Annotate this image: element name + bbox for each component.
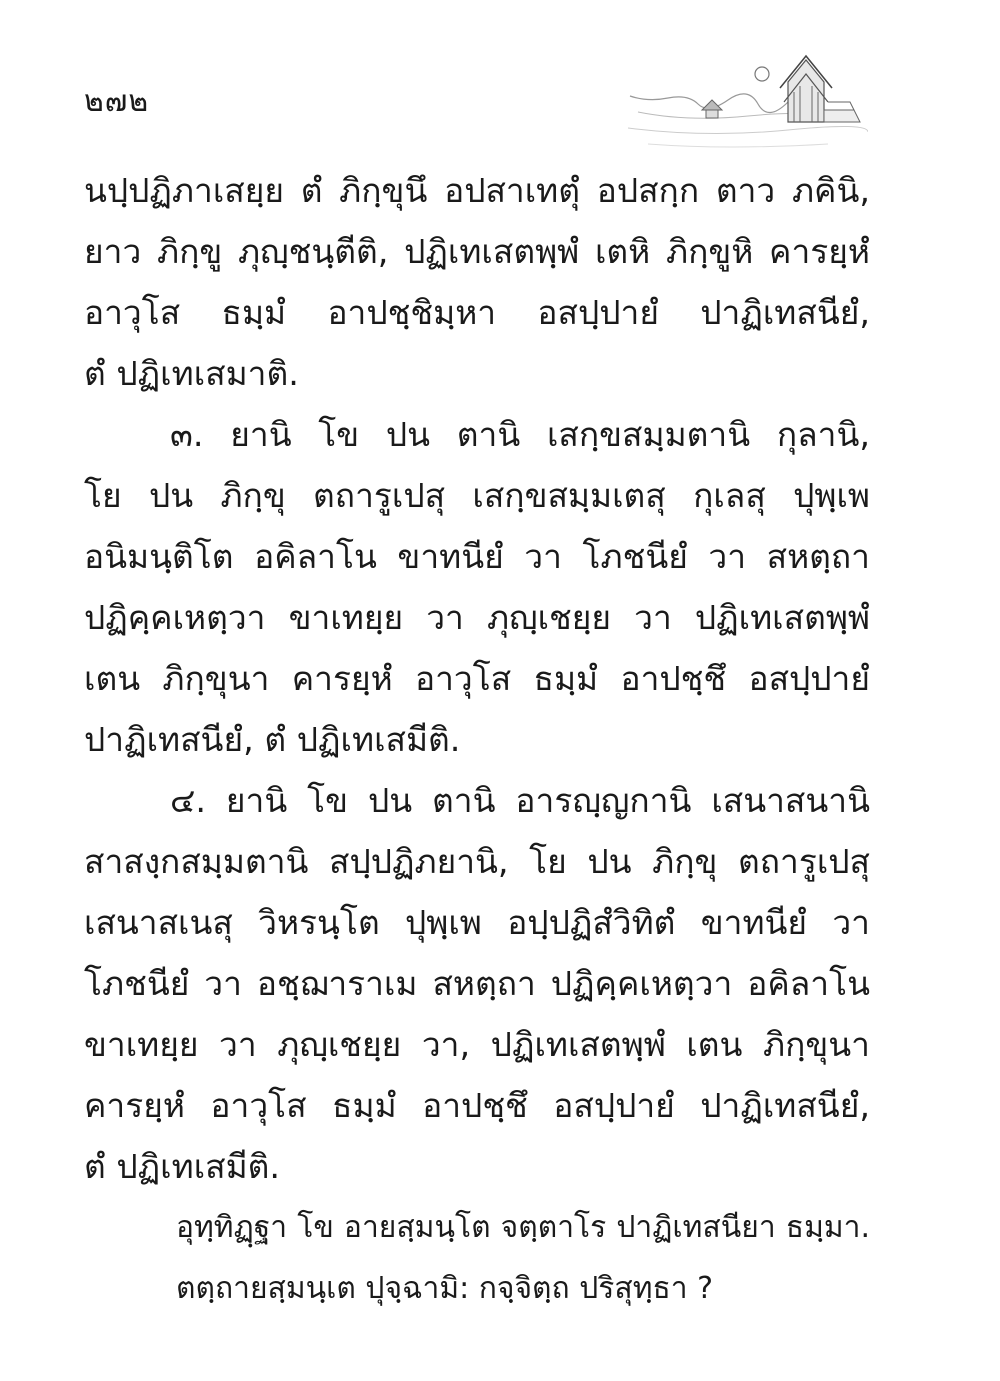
text-line: ๓. ยานิ โข ปน ตานิ เสกฺขสมฺมตานิ กุลานิ,: [170, 415, 870, 454]
text-line: สาสงฺกสมฺมตานิ สปฺปฏิภยานิ, โย ปน ภิกฺขุ ตถารูเปสุ: [84, 842, 870, 881]
text-line: เตน ภิกฺขุนา คารยฺหํ อาวุโส ธมฺมํ อาปชฺชึ อสปฺปายํ: [84, 659, 870, 698]
text-line: อุทฺทิฏฺฐา โข อายสฺมนฺโต จตฺตาโร ปาฏิเทสนียา ธมฺมา.: [176, 1210, 870, 1245]
body-text: [84, 160, 870, 1319]
text-line: ตํ ปฏิเทเสมีติ.: [84, 1147, 281, 1186]
text-line: ยาว ภิกฺขู ภุญฺชนฺตีติ, ปฏิเทเสตพฺพํ เตหิ ภิกฺขูหิ คารยฺหํ: [84, 232, 870, 271]
page-number: ๒๗๒: [84, 84, 150, 119]
text-line: ปฏิคฺคเหตฺวา ขาเทยฺย วา ภุญฺเชยฺย วา ปฏิเทเสตพฺพํ: [84, 598, 870, 637]
text-line: โภชนียํ วา อชฺฌาราเม สหตฺถา ปฏิคฺคเหตฺวา อคิลาโน: [84, 964, 870, 1003]
text-line: คารยฺหํ อาวุโส ธมฺมํ อาปชฺชึ อสปฺปายํ ปาฏิเทสนียํ,: [84, 1086, 870, 1125]
text-line: ปาฏิเทสนียํ, ตํ ปฏิเทเสมีติ.: [84, 720, 461, 759]
text-line: อาวุโส ธมฺมํ อาปชฺชิมฺหา อสปฺปายํ ปาฏิเทสนียํ,: [84, 293, 870, 332]
text-line: ตตฺถายสฺมนฺเต ปุจฺฉามิ: กจฺจิตฺถ ปริสุทฺธา ?: [176, 1271, 714, 1306]
text-line: ๔. ยานิ โข ปน ตานิ อารญฺญกานิ เสนาสนานิ: [170, 781, 870, 820]
temple-landscape-illustration: [628, 52, 868, 152]
text-line: ขาเทยฺย วา ภุญฺเชยฺย วา, ปฏิเทเสตพฺพํ เตน ภิกฺขุนา: [84, 1025, 870, 1064]
text-line: นปฺปฏิภาเสยฺย ตํ ภิกฺขุนึ อปสาเทตุํ อปสกฺก ตาว ภคินิ,: [84, 171, 870, 210]
text-line: ตํ ปฏิเทเสมาติ.: [84, 354, 299, 393]
text-line: เสนาสเนสุ วิหรนฺโต ปุพฺเพ อปฺปฏิสํวิทิตํ ขาทนียํ วา: [84, 903, 870, 942]
text-line: โย ปน ภิกฺขุ ตถารูเปสุ เสกฺขสมฺมเตสุ กุเลสุ ปุพฺเพ: [84, 476, 870, 515]
text-line: อนิมนฺติโต อคิลาโน ขาทนียํ วา โภชนียํ วา สหตฺถา: [84, 537, 870, 576]
